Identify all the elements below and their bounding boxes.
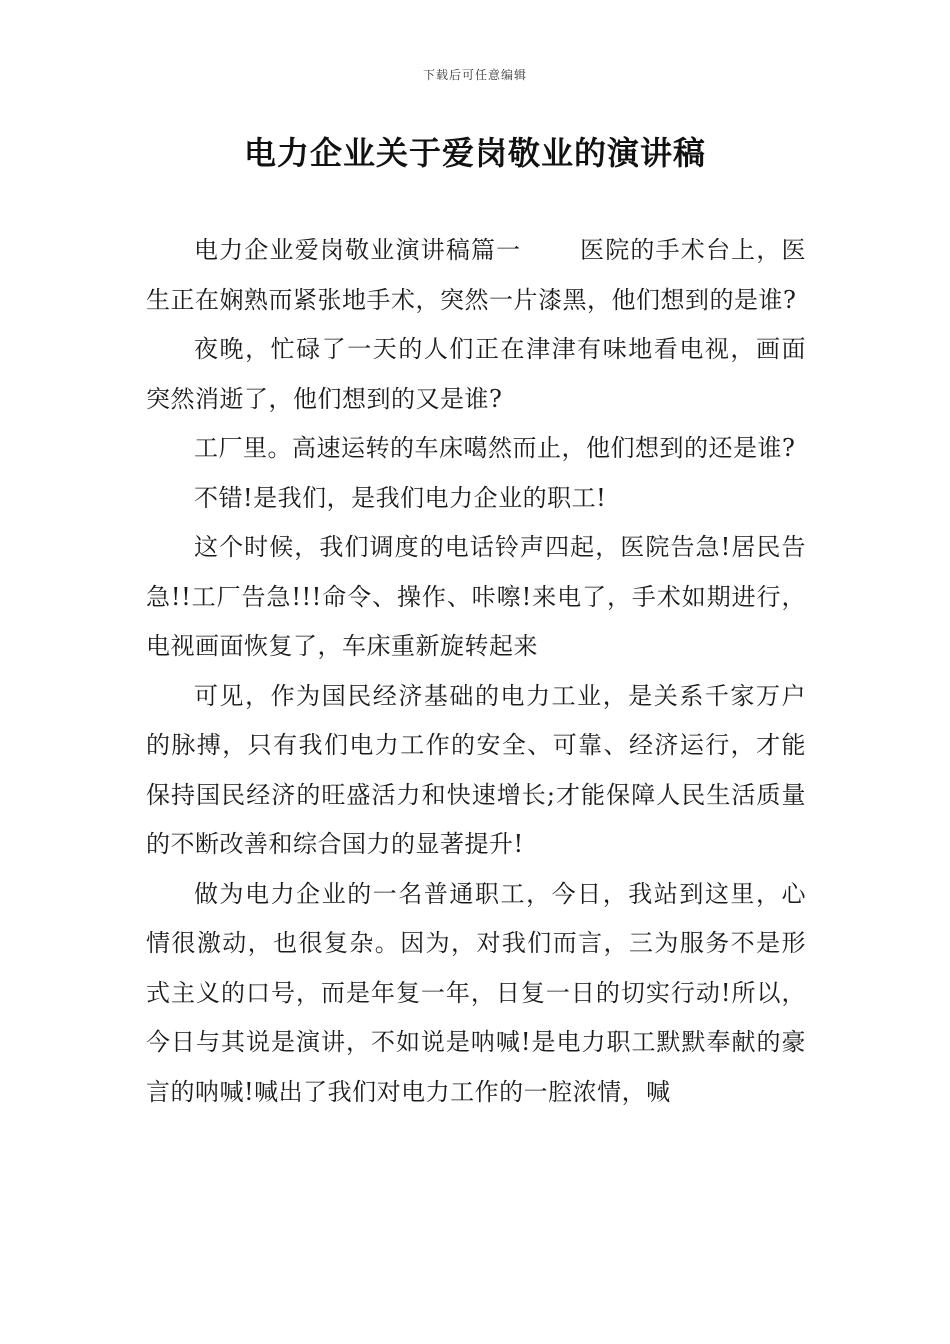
paragraph-1-text: 医院的手术台上，医生正在娴熟而紧张地手术，突然一片漆黑，他们想到的是谁?: [146, 236, 807, 314]
paragraph-4: 不错!是我们，是我们电力企业的职工!: [194, 483, 607, 512]
paragraph-7: 做为电力企业的一名普通职工，今日，我站到这里，心情很激动，也很复杂。因为，对我们而言，三为服务不是形式主义的口号，而是年复一年，日复一日的切实行动!所以，今日与其说是演讲，不如说是呐喊!是电力职工默默奉献的豪言的呐喊!喊出了我们对电力工作的一腔浓情，喊: [146, 879, 806, 1106]
document-body: [146, 226, 806, 1117]
header-note: 下载后可任意编辑: [422, 68, 527, 82]
paragraph-5: 这个时候，我们调度的电话铃声四起，医院告急!居民告急!!工厂告急!!!命令、操作、咔嚓!来电了，手术如期进行，电视画面恢复了，车床重新旋转起来: [146, 533, 806, 660]
paragraph-6: 可见，作为国民经济基础的电力工业，是关系千家万户的脉搏，只有我们电力工作的安全、可靠、经济运行，才能保持国民经济的旺盛活力和快速增长;才能保障人民生活质量的不断改善和综合国力的显著提升!: [146, 681, 806, 858]
paragraph-2: 夜晚，忙碌了一天的人们正在津津有味地看电视，画面突然消逝了，他们想到的又是谁?: [146, 335, 806, 413]
section-heading: 电力企业爱岗敬业演讲稿篇一: [194, 236, 522, 264]
document-title: 电力企业关于爱岗敬业的演讲稿: [243, 134, 706, 172]
paragraph-3: 工厂里。高速运转的车床噶然而止，他们想到的还是谁?: [194, 434, 796, 462]
paragraph-1: [146, 226, 806, 325]
